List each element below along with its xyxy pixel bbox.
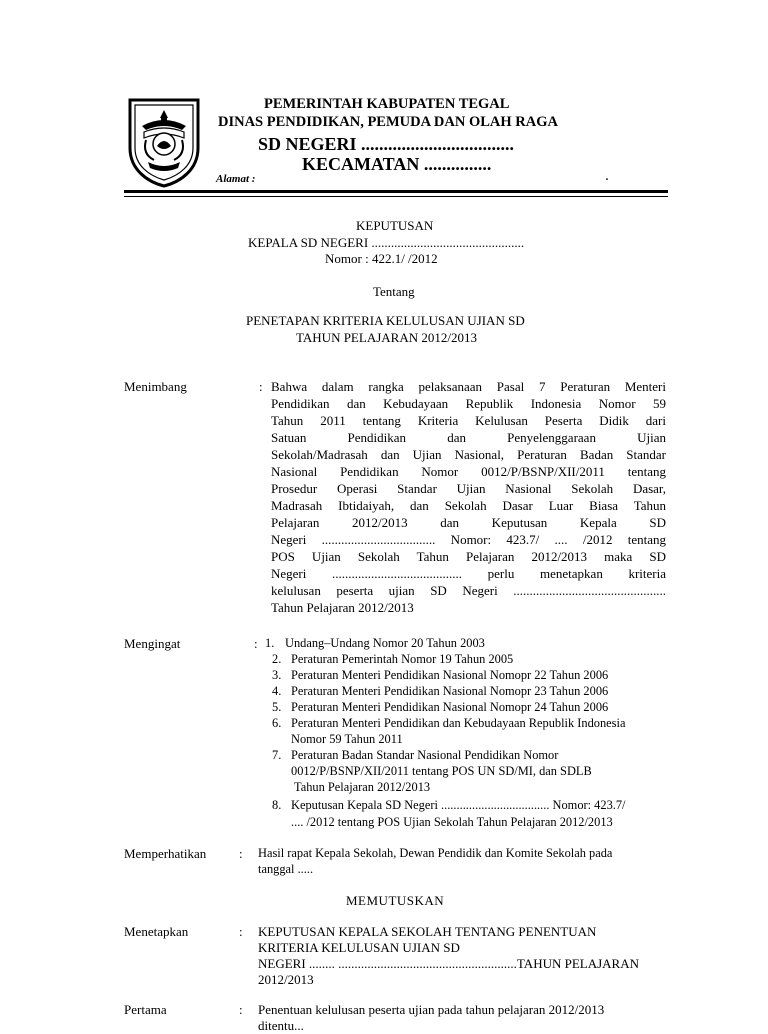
mengingat-item-text: .... /2012 tentang POS Ujian Sekolah Tahun Pelajaran 2012/2013 [291, 815, 613, 829]
menimbang-line: Tahun Pelajaran 2012/2013 [271, 600, 414, 615]
mengingat-item-number: 6. [272, 716, 282, 730]
mengingat-item-text: Undang–Undang Nomor 20 Tahun 2003 [285, 636, 485, 650]
header-thin-rule [124, 196, 668, 197]
menimbang-line: Satuan Pendidikan dan Penyelenggaraan Ujian [271, 430, 666, 445]
memutuskan-heading: MEMUTUSKAN [346, 893, 445, 908]
menimbang-line: Pelajaran 2012/2013 dan Keputusan Kepala SD [271, 515, 666, 530]
pertama-colon: : [239, 1002, 243, 1017]
mengingat-item-number: 3. [272, 668, 282, 682]
menimbang-line: Nasional Pendidikan Nomor 0012/P/BSNP/XII/2011 tentang [271, 464, 666, 479]
header-address-label: Alamat : [216, 173, 256, 185]
mengingat-item-text: Nomor 59 Tahun 2011 [291, 732, 403, 746]
menimbang-line: Tahun 2011 tentang Kriteria Kelulusan Peserta Didik dari [271, 413, 666, 428]
menimbang-line: Pendidikan dan Kebudayaan Republik Indonesia Nomor 59 [271, 396, 666, 411]
memperhatikan-text: Hasil rapat Kepala Sekolah, Dewan Pendidik dan Komite Sekolah pada [258, 846, 613, 860]
title-subject-2: TAHUN PELAJARAN 2012/2013 [296, 330, 477, 345]
mengingat-item-text: Keputusan Kepala SD Negeri ................................... Nomor: 423.7/ [291, 798, 626, 812]
mengingat-item-number: 7. [272, 748, 282, 762]
memperhatikan-label: Memperhatikan [124, 846, 207, 861]
header-address-end: . [606, 171, 609, 183]
kabupaten-tegal-emblem-icon [124, 96, 204, 188]
mengingat-item-text: Peraturan Menteri Pendidikan dan Kebudayaan Republik Indonesia [291, 716, 626, 730]
menetapkan-text: NEGERI ........ .......................................................TAHUN PELAJARAN [258, 956, 640, 971]
title-kepala: KEPALA SD NEGERI ............................................... [248, 235, 525, 250]
memperhatikan-colon: : [239, 846, 243, 861]
pertama-text: Penentuan kelulusan peserta ujian pada tahun pelajaran 2012/2013 [258, 1002, 605, 1017]
menetapkan-label: Menetapkan [124, 924, 189, 939]
memperhatikan-text: tanggal ..... [258, 862, 314, 876]
mengingat-item-text: Tahun Pelajaran 2012/2013 [294, 780, 431, 794]
menimbang-colon: : [259, 379, 263, 394]
mengingat-item-number: 4. [272, 684, 282, 698]
mengingat-item-number: 1. [265, 636, 275, 650]
menimbang-line: Negeri ........................................ perlu menetapkan kriteria [271, 566, 666, 581]
menetapkan-colon: : [239, 924, 243, 939]
title-tentang: Tentang [373, 284, 415, 299]
menimbang-line: POS Ujian Sekolah Tahun Pelajaran 2012/2013 maka SD [271, 549, 666, 564]
mengingat-label: Mengingat [124, 636, 181, 651]
pertama-text: ditentu... [258, 1018, 304, 1033]
mengingat-item-text: Peraturan Menteri Pendidikan Nasional Nomopr 23 Tahun 2006 [291, 684, 609, 698]
mengingat-item-text: Peraturan Menteri Pendidikan Nasional Nomopr 24 Tahun 2006 [291, 700, 609, 714]
title-nomor: Nomor : 422.1/ /2012 [325, 251, 438, 266]
menimbang-label: Menimbang [124, 379, 187, 394]
menimbang-line: Sekolah/Madrasah dan Ujian Nasional, Peraturan Badan Standar [271, 447, 666, 462]
header-school: SD NEGERI .................................. [258, 134, 515, 154]
menimbang-line: Prosedur Operasi Standar Ujian Nasional Sekolah Dasar, [271, 481, 666, 496]
mengingat-item-number: 2. [272, 652, 282, 666]
mengingat-item-text: Peraturan Pemerintah Nomor 19 Tahun 2005 [291, 652, 514, 666]
header-thick-rule [124, 190, 668, 193]
header-department: DINAS PENDIDIKAN, PEMUDA DAN OLAH RAGA [218, 114, 558, 130]
menimbang-line: Bahwa dalam rangka pelaksanaan Pasal 7 Peraturan Menteri [271, 379, 666, 394]
mengingat-item-text: Peraturan Menteri Pendidikan Nasional Nomopr 22 Tahun 2006 [291, 668, 609, 682]
menetapkan-text: KRITERIA KELULUSAN UJIAN SD [258, 940, 460, 955]
menetapkan-text: KEPUTUSAN KEPALA SEKOLAH TENTANG PENENTUAN [258, 924, 597, 939]
mengingat-item-text: Peraturan Badan Standar Nasional Pendidikan Nomor [291, 748, 559, 762]
menetapkan-text: 2012/2013 [258, 972, 314, 987]
mengingat-item-number: 5. [272, 700, 282, 714]
mengingat-item-text: 0012/P/BSNP/XII/2011 tentang POS UN SD/MI, dan SDLB [291, 764, 592, 778]
title-subject-1: PENETAPAN KRITERIA KELULUSAN UJIAN SD [246, 313, 525, 328]
title-keputusan: KEPUTUSAN [356, 218, 434, 233]
menimbang-line: kelulusan peserta ujian SD Negeri ............................................... [271, 583, 666, 598]
menimbang-line: Negeri ................................... Nomor: 423.7/ .... /2012 tentang [271, 532, 666, 547]
mengingat-colon: : [254, 636, 258, 651]
header-district: KECAMATAN ............... [302, 154, 492, 174]
header-government: PEMERINTAH KABUPATEN TEGAL [264, 96, 510, 112]
menimbang-line: Madrasah Ibtidaiyah, dan Sekolah Dasar Luar Biasa Tahun [271, 498, 666, 513]
mengingat-item-number: 8. [272, 798, 282, 812]
pertama-label: Pertama [124, 1002, 167, 1017]
